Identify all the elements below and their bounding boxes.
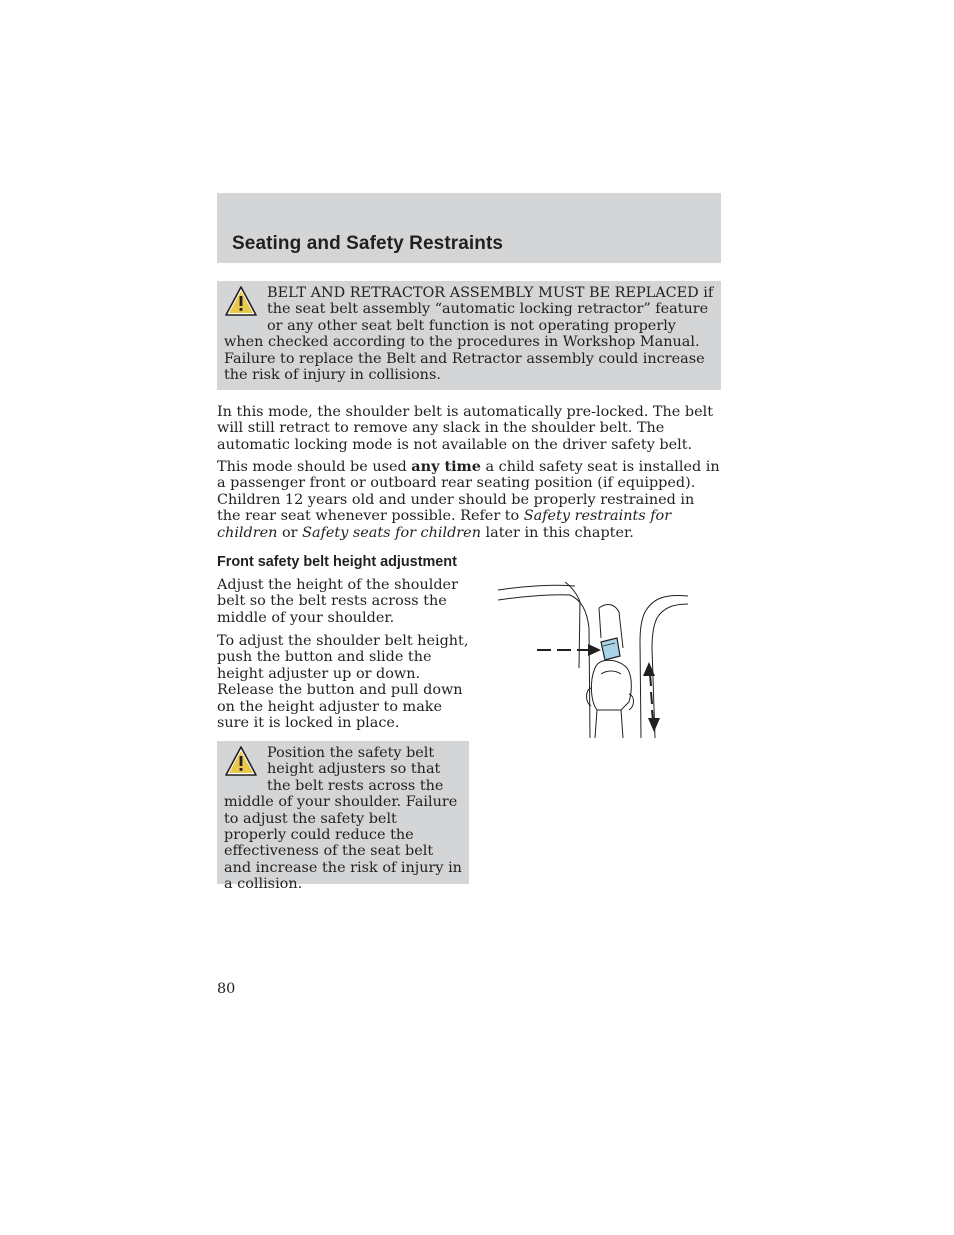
page-number: 80 [217, 981, 236, 997]
section-paragraph: Adjust the height of the shoulder belt so the belt rests across the middle of your shoulder. [217, 577, 458, 626]
cross-reference: Safety restraints for children [217, 508, 672, 541]
warning-text: Position the safety belt height adjusters so that the belt rests across the middle of your shoulder. Failure to adjust the safety belt properly could reduce the effectiveness of the seat belt and increase the risk of injury in a collision. [224, 745, 462, 893]
section-paragraph: To adjust the shoulder belt height, push the button and slide the height adjuster up or down. Release the button and pull down on the height adjuster to make sure it is locked in place. [217, 633, 469, 732]
belt-height-adjuster-illustration [495, 578, 690, 743]
section-heading: Front safety belt height adjustment [217, 554, 457, 570]
warning-box [217, 741, 469, 893]
warning-box [217, 281, 721, 390]
emphasis-text: any time [411, 458, 481, 475]
chapter-header [217, 193, 721, 263]
warning-text: BELT AND RETRACTOR ASSEMBLY MUST BE REPLACED if the seat belt assembly “automatic locking retractor” feature or any other seat belt function is not operating properly when checked according to the procedures in Workshop Manual. Failure to replace the Belt and Retractor assembly could increase the risk of injury in collisions. [224, 285, 714, 384]
adjuster-button [601, 638, 620, 660]
warning-triangle-icon [224, 285, 258, 319]
body-paragraph: This mode should be used any time a child safety seat is installed in a passenger front or outboard rear seating position (if equipped). Children 12 years old and under should be properly restrained in the rear seat whenever possible. Refer to Safety restraints for children or Safety seats for children later in this chapter. [217, 458, 720, 541]
cross-reference: Safety seats for children [302, 524, 481, 541]
warning-triangle-icon [224, 745, 258, 779]
slide-direction-arrow [650, 674, 653, 720]
chapter-title: Seating and Safety Restraints [232, 233, 504, 254]
body-paragraph: In this mode, the shoulder belt is automatically pre-locked. The belt will still retract to remove any slack in the shoulder belt. The automatic locking mode is not available on the driver safety belt. [217, 404, 714, 453]
